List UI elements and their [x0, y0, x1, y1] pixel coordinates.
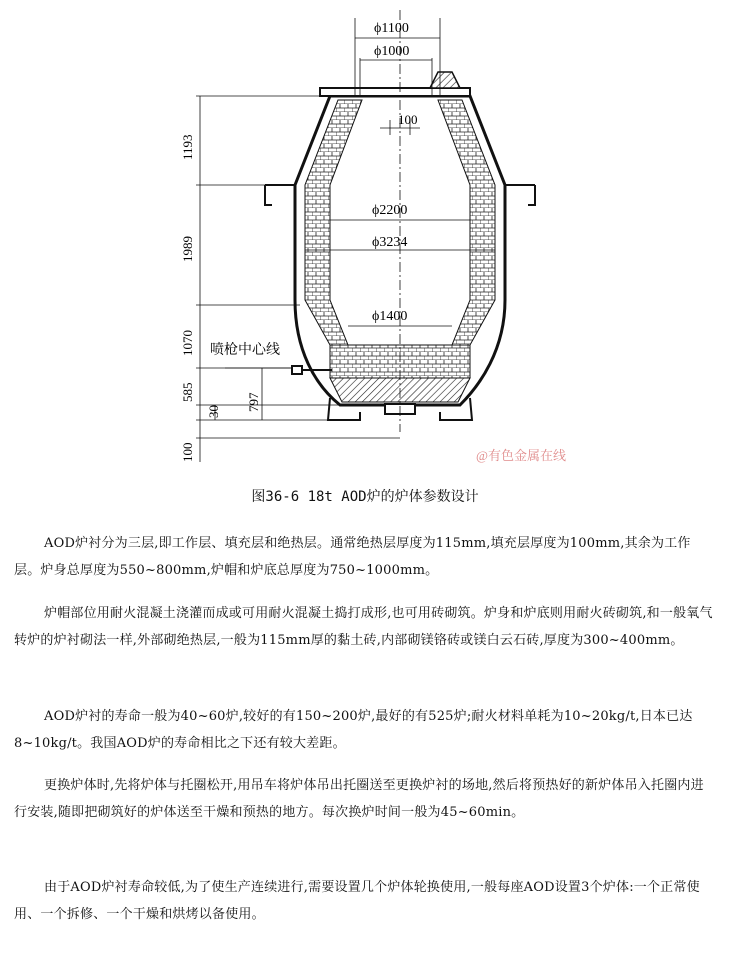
dim-d3234: ϕ3234 — [372, 235, 408, 250]
watermark: @有色金属在线 — [476, 448, 566, 463]
paragraph-construction: 炉帽部位用耐火混凝土浇灌而成或可用耐火混凝土捣打成形,也可用砖砌筑。炉身和炉底则用耐火砖砌筑,和一般氧气转炉的炉衬砌法一样,外部砌绝热层,一般为115mm厚的黏土砖,内部砌镁铬砖或镁白云石砖,厚度为300~400mm。 — [14, 606, 713, 648]
furnace-diagram — [0, 0, 730, 480]
height-797: 797 — [246, 392, 261, 412]
lance-centerline-label: 喷枪中心线 — [210, 343, 280, 358]
dim-w100: 100 — [398, 112, 418, 127]
height-1193: 1193 — [180, 134, 195, 160]
dim-d1000: ϕ1000 — [374, 44, 410, 59]
height-100: 100 — [180, 442, 195, 462]
paragraph-lining-layers: AOD炉衬分为三层,即工作层、填充层和绝热层。通常绝热层厚度为115mm,填充层厚度为100mm,其余为工作层。炉身总厚度为550~800mm,炉帽和炉底总厚度为750~1000mm。 — [14, 536, 691, 578]
height-1070: 1070 — [180, 330, 195, 356]
dim-d1100: ϕ1100 — [374, 21, 409, 36]
paragraph-replacement: 更换炉体时,先将炉体与托圈松开,用吊车将炉体吊出托圈送至更换炉衬的场地,然后将预热好的新炉体吊入托圈内进行安装,随即把砌筑好的炉体送至干燥和预热的地方。每次换炉时间一般为45~60min。 — [14, 778, 704, 820]
vertical-dimensions — [196, 96, 400, 462]
height-30: 30 — [206, 405, 221, 418]
dim-d1400: ϕ1400 — [372, 309, 408, 324]
height-585: 585 — [180, 382, 195, 402]
top-ring — [320, 88, 470, 96]
taphole-block — [430, 72, 460, 88]
figure-caption: 图36-6 18t AOD炉的炉体参数设计 — [251, 489, 479, 505]
paragraph-lifetime: AOD炉衬的寿命一般为40~60炉,较好的有150~200炉,最好的有525炉;耐火材料单耗为10~20kg/t,日本已达8~10kg/t。我国AOD炉的寿命相比之下还有较大差距。 — [14, 709, 693, 751]
paragraph-rotation: 由于AOD炉衬寿命较低,为了使生产连续进行,需要设置几个炉体轮换使用,一般每座AOD设置3个炉体:一个正常使用、一个拆修、一个干燥和烘烤以备使用。 — [14, 880, 700, 922]
height-1989: 1989 — [180, 236, 195, 262]
dim-d2200: ϕ2200 — [372, 203, 408, 218]
